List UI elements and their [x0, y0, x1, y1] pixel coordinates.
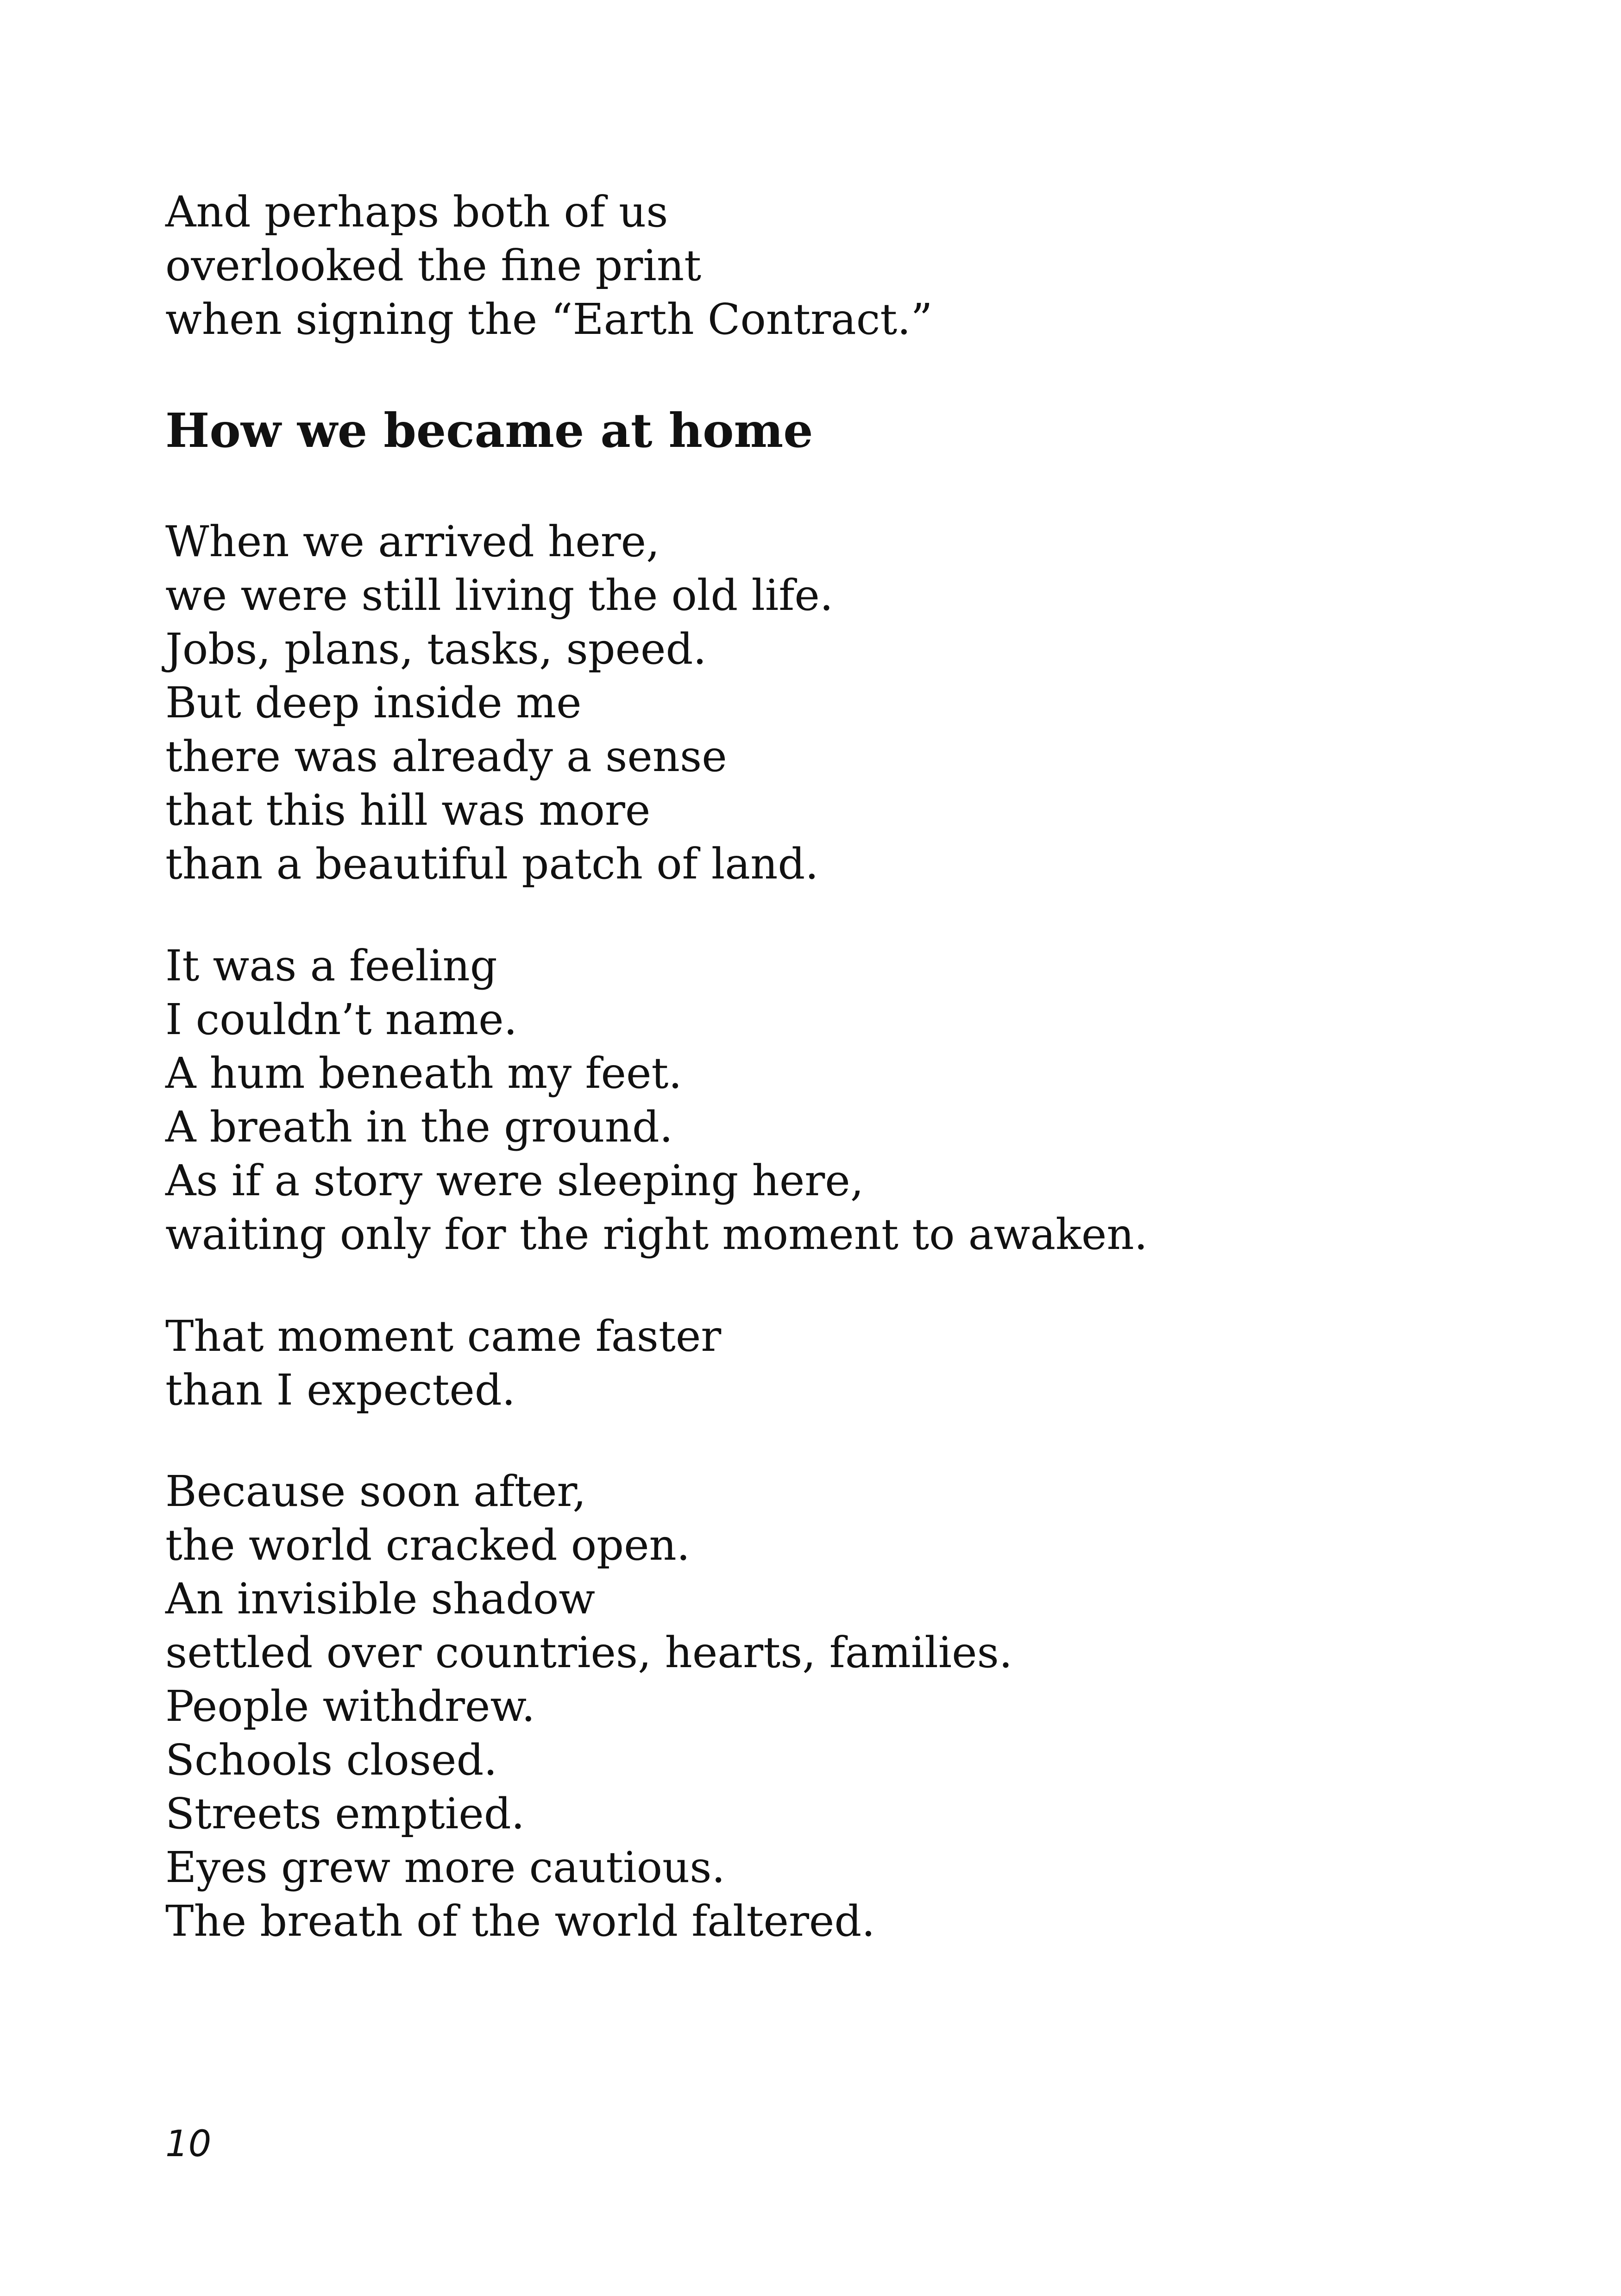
poem-line: Schools closed. [165, 1735, 497, 1785]
poem-line: When we arrived here, [165, 517, 660, 566]
poem-line: Jobs, plans, tasks, speed. [165, 624, 707, 674]
poem-line: That moment came faster [165, 1311, 722, 1361]
poem-line: I couldn’t name. [165, 995, 517, 1044]
poem-line: than I expected. [165, 1365, 515, 1415]
stanza [165, 1465, 1012, 1948]
poem-line: settled over countries, hearts, families. [165, 1628, 1013, 1677]
poem-line: when signing the “Earth Contract.” [165, 295, 933, 344]
stanza [165, 1310, 721, 1417]
stanza [165, 939, 1148, 1261]
section-title: How we became at home [165, 403, 813, 458]
poem-line: than a beautiful patch of land. [165, 839, 819, 889]
poem-line: And perhaps both of us [165, 187, 668, 237]
stanza [165, 515, 833, 891]
poem-line: But deep inside me [165, 678, 582, 728]
poem-line: that this hill was more [165, 785, 651, 835]
poem-line: the world cracked open. [165, 1520, 691, 1570]
poem-line: People withdrew. [165, 1681, 535, 1731]
poem-line: Eyes grew more cautious. [165, 1843, 725, 1892]
poem-line: overlooked the fine print [165, 241, 702, 290]
poem-line: The breath of the world faltered. [165, 1896, 875, 1946]
page-number: 10 [165, 2123, 212, 2165]
poem-line: we were still living the old life. [165, 571, 834, 620]
poem-line: there was already a sense [165, 732, 727, 781]
poem-line: An invisible shadow [165, 1574, 595, 1624]
poem-line: Streets emptied. [165, 1789, 525, 1838]
opening-stanza [165, 185, 933, 346]
poem-line: As if a story were sleeping here, [165, 1156, 864, 1205]
poem-line: waiting only for the right moment to awaken. [165, 1210, 1148, 1259]
poem-line: It was a feeling [165, 941, 497, 991]
poem-line: Because soon after, [165, 1467, 586, 1516]
poem-line: A hum beneath my feet. [165, 1048, 682, 1098]
poem-line: A breath in the ground. [165, 1102, 673, 1152]
